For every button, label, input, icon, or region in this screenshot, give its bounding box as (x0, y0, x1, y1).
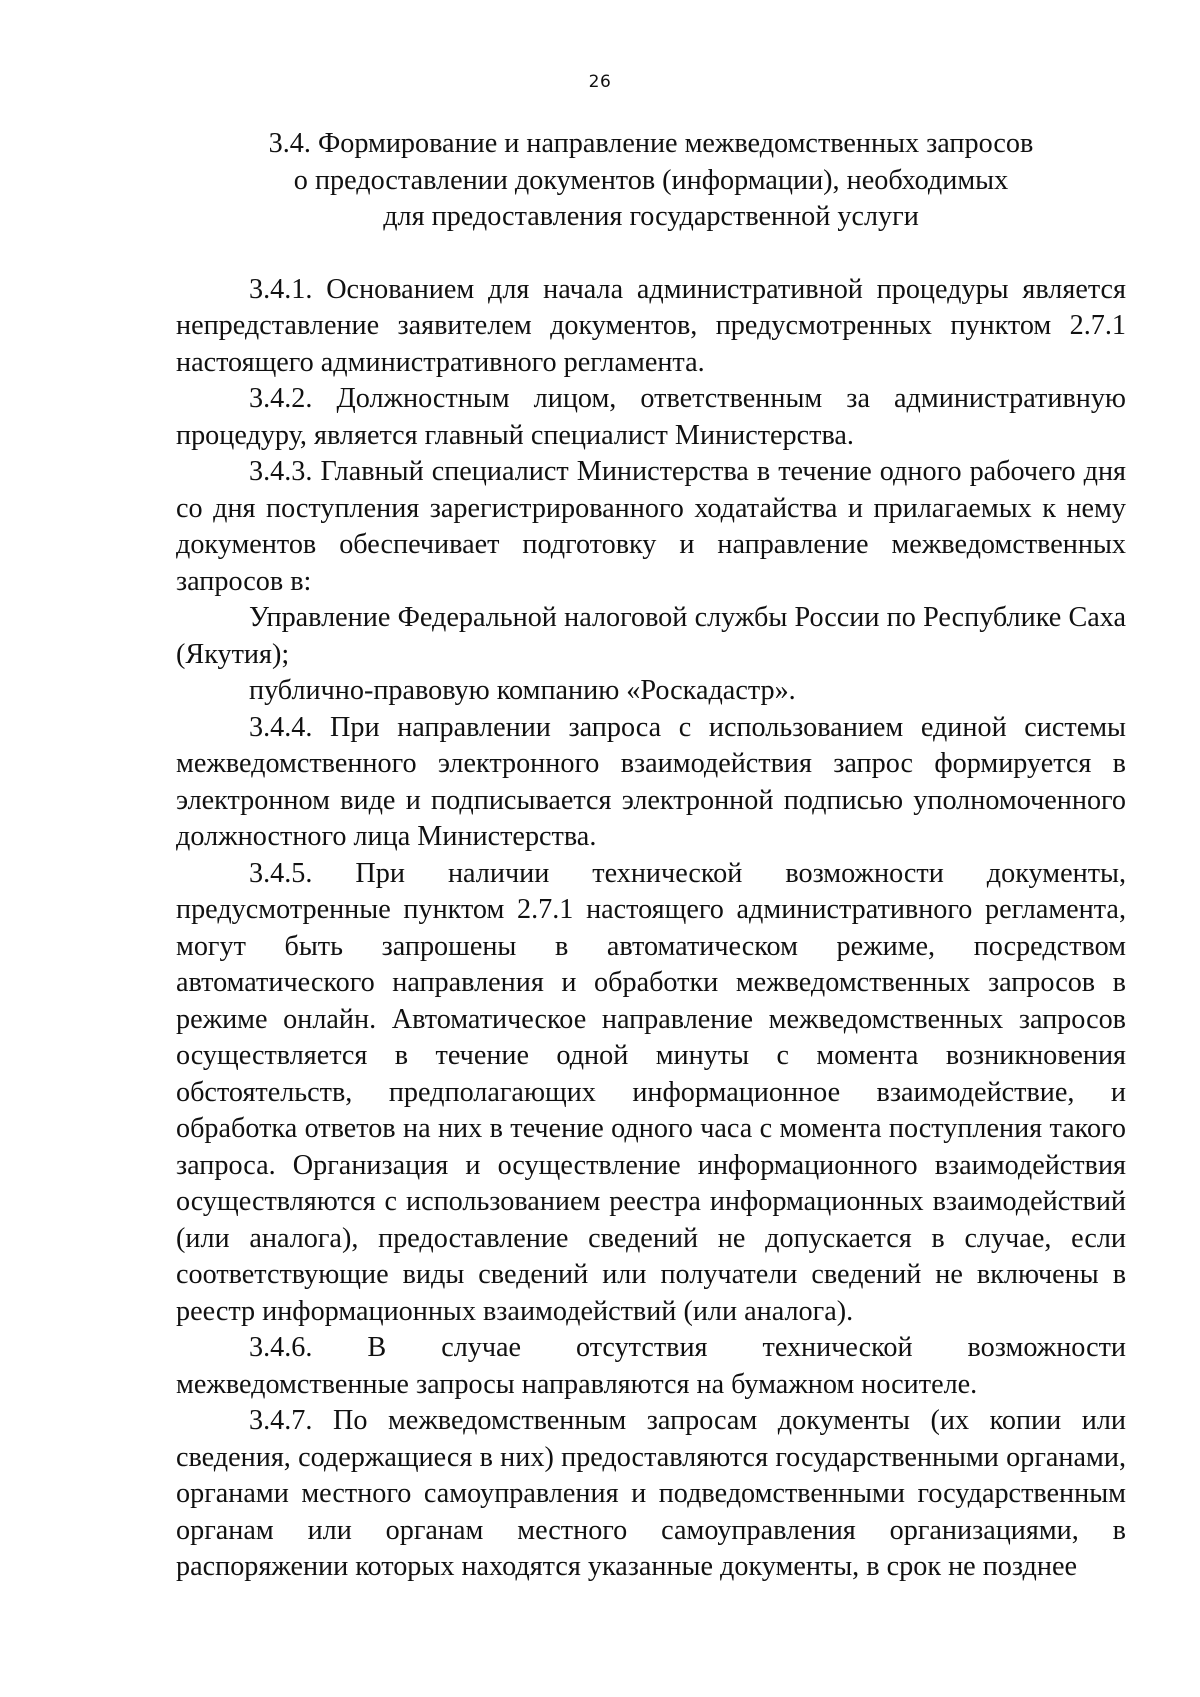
page-number: 26 (588, 72, 612, 92)
paragraph-3-4-2: 3.4.2. Должностным лицом, ответственным за административную процедуру, является главный специалист Министерства. (176, 383, 1126, 451)
paragraph-3-4-4: 3.4.4. При направлении запроса с использованием единой системы межведомственного электронного взаимодействия запрос формируется в электронном виде и подписывается электронной подписью уполномоченного должностного лица Министерства. (176, 711, 1126, 852)
section-heading-line: 3.4. Формирование и направление межведомственных запросов (268, 128, 1034, 159)
list-item-roskadastr: публично-правовую компанию «Роскадастр». (249, 675, 796, 706)
paragraph-3-4-1: 3.4.1. Основанием для начала административной процедуры является непредставление заявителем документов, предусмотренных пунктом 2.7.1 настоящего административного регламента. (176, 273, 1126, 378)
document-body (176, 126, 1126, 1586)
section-heading-line: для предоставления государственной услуги (383, 201, 919, 232)
list-item-tax-service: Управление Федеральной налоговой службы России по Республике Саха (Якутия); (176, 602, 1126, 670)
section-heading (176, 126, 1126, 236)
paragraph-3-4-7: 3.4.7. По межведомственным запросам документы (их копии или сведения, содержащиеся в них) предоставляются государственными органами, органами местного самоуправления и подведомственными государственным органам или органам местного самоуправления организациями, в распоряжении которых находятся указанные документы, в срок не позднее (176, 1405, 1126, 1582)
paragraph-3-4-3: 3.4.3. Главный специалист Министерства в течение одного рабочего дня со дня поступления зарегистрированного ходатайства и прилагаемых к нему документов обеспечивает подготовку и направление межведомственных запросов в: (176, 456, 1126, 597)
section-heading-line: о предоставлении документов (информации), необходимых (293, 164, 1009, 196)
paragraph-3-4-5: 3.4.5. При наличии технической возможности документы, предусмотренные пунктом 2.7.1 настоящего административного регламента, могут быть запрошены в автоматическом режиме, посредством автоматического направления и обработки межведомственных запросов в режиме онлайн. Автоматическое направление межведомственных запросов осуществляется в течение одной минуты с момента возникновения обстоятельств, предполагающих информационное взаимодействие, и обработка ответов на них в течение одного часа с момента поступления такого запроса. Организация и осуществление информационного взаимодействия осуществляются с использованием реестра информационных взаимодействий (или аналога), предоставление сведений не допускается в случае, если соответствующие виды сведений или получатели сведений не включены в реестр информационных взаимодействий (или аналога). (176, 857, 1126, 1327)
paragraph-3-4-6: 3.4.6. В случае отсутствия технической возможности межведомственные запросы направляются на бумажном носителе. (176, 1332, 1126, 1400)
